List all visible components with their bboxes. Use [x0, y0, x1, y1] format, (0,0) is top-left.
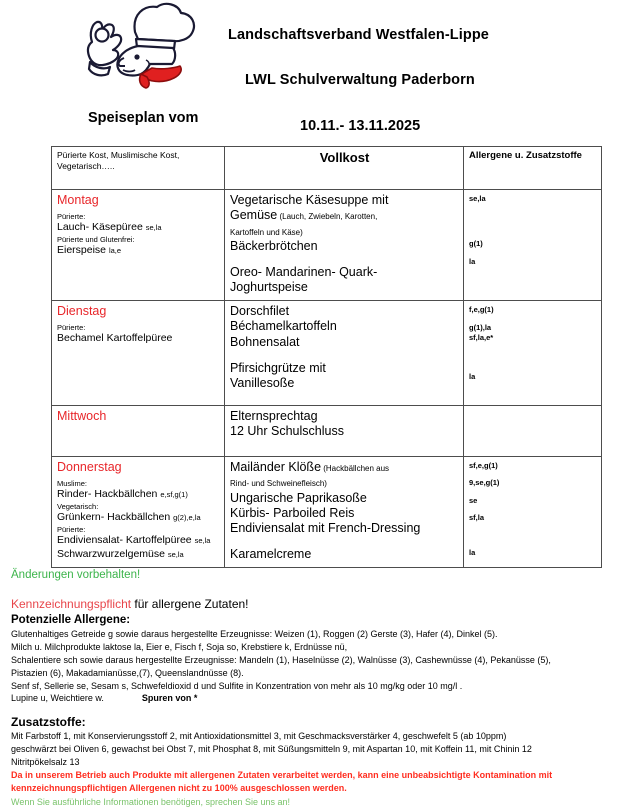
diet-cell-montag	[52, 190, 225, 301]
dish-text: Oreo- Mandarinen- Quark-	[230, 265, 378, 279]
dish-line	[230, 335, 459, 350]
allergen-code: se	[469, 496, 478, 505]
legend-section	[11, 568, 611, 809]
dish-text: Joghurtspeise	[230, 280, 308, 295]
dish-text: Dorschfilet	[230, 304, 290, 318]
dish-line	[230, 208, 459, 223]
additives-heading: Zusatzstoffe:	[11, 715, 86, 730]
diet-item-text: Eierspeise	[57, 244, 107, 257]
allergen-code: sf,la,e*	[469, 333, 494, 342]
dish-line	[230, 521, 459, 536]
dish-line	[230, 460, 459, 475]
dish-text: Vegetarische Käsesuppe mit	[230, 193, 389, 207]
dish-note: Kartoffeln und Käse)	[230, 227, 303, 237]
dish-spacer	[230, 350, 459, 361]
potential-allergens-heading: Potenzielle Allergene:	[11, 613, 131, 626]
dish-text: Pfirsichgrütze mit	[230, 360, 326, 375]
diet-item	[57, 332, 220, 346]
dish-line	[230, 304, 459, 319]
table-row	[52, 406, 602, 457]
additives-legend-line: Nitritpökelsalz 13	[11, 757, 80, 768]
allergen-code: g(1)	[469, 239, 483, 248]
diet-item	[57, 244, 220, 258]
dish-text: Kürbis- Parboiled Reis	[230, 505, 355, 520]
lupine-text: Lupine u, Weichtiere w.	[11, 693, 104, 704]
dish-note: (Hackbällchen aus	[321, 464, 390, 473]
dish-line	[230, 491, 459, 506]
menu-date-range: 10.11.- 13.11.2025	[300, 118, 421, 134]
vollkost-cell-donnerstag	[225, 457, 464, 568]
diet-item	[57, 488, 220, 502]
diet-item-code: e,sf,g(1)	[160, 490, 188, 500]
dish-line	[230, 475, 459, 490]
vollkost-cell-mittwoch	[225, 406, 464, 457]
dish-line	[230, 224, 459, 239]
dish-text: Vanillesoße	[230, 376, 295, 390]
allergen-code: 9,se,g(1)	[469, 478, 500, 487]
dish-line	[230, 239, 459, 254]
diet-item-code: se,la	[145, 223, 162, 233]
organization-title: Landschaftsverband Westfalen-Lippe	[228, 27, 489, 43]
dish-text: 12 Uhr Schulschluss	[230, 424, 344, 439]
allergen-code: sf,la	[469, 513, 485, 522]
dish-note: (Lauch, Zwiebeln, Karotten,	[277, 212, 378, 222]
diet-item	[57, 548, 220, 562]
diet-item	[57, 511, 220, 525]
diet-item-code: g(2),e,la	[173, 513, 201, 523]
allergen-legend-line: Milch u. Milchprodukte laktose la, Eier e, Fisch f, Soja so, Krebstiere k, Erdnüsse nü,	[11, 642, 348, 653]
dish-line	[230, 193, 459, 208]
more-info-invite: Wenn Sie ausführliche Informationen benötigen, sprechen Sie uns an!	[11, 796, 291, 807]
allergen-code: la	[469, 257, 476, 266]
dish-line	[230, 547, 459, 562]
diet-item-text: Endiviensalat- Kartoffelpüree	[57, 534, 192, 547]
marking-requirement-heading	[11, 597, 611, 613]
dish-text: Bohnensalat	[230, 334, 300, 349]
dish-spacer	[230, 254, 459, 265]
dish-line	[230, 376, 459, 391]
lupine-traces-line	[11, 692, 611, 705]
dish-text: Elternsprechtag	[230, 409, 318, 423]
allergen-cell-donnerstag	[464, 457, 602, 568]
dish-line	[230, 409, 459, 424]
diet-item-code: la,e	[108, 246, 122, 256]
allergen-legend-line: Glutenhaltiges Getreide g sowie daraus hergestellte Erzeugnisse: Weizen (1), Roggen (2) Gerste (3), Hafer (4), Dinkel (5).	[11, 629, 498, 640]
dish-line	[230, 319, 459, 334]
dish-text: Ungarische Paprikasoße	[230, 490, 367, 505]
contamination-warning-line: Da in unserem Betrieb auch Produkte mit allergenen Zutaten verarbeitet werden, kann eine unbeabsichtigte Kontamination mit	[11, 770, 553, 781]
dish-line	[230, 361, 459, 376]
page-header	[0, 0, 620, 145]
diet-sub-label: Muslime:	[57, 479, 88, 488]
dish-note: Rind- und Schweinefleisch)	[230, 479, 327, 489]
table-row	[52, 190, 602, 301]
diet-sub-label: Pürierte:	[57, 212, 86, 221]
day-label: Mittwoch	[57, 409, 107, 423]
diet-item-code: se,la	[167, 550, 184, 560]
dish-spacer	[230, 536, 459, 547]
diet-sub-label: Pürierte und Glutenfrei:	[57, 235, 135, 245]
dish-text: Gemüse	[230, 208, 278, 223]
allergen-code: g(1),la	[469, 323, 492, 332]
marking-requirement-rest: für allergene Zutaten!	[131, 597, 249, 612]
department-title: LWL Schulverwaltung Paderborn	[245, 72, 475, 88]
diet-item-code: se,la	[194, 536, 211, 546]
changes-reserved-note: Änderungen vorbehalten!	[11, 569, 141, 581]
vollkost-cell-dienstag	[225, 301, 464, 406]
dish-line	[230, 424, 459, 439]
dish-text: Bäckerbrötchen	[230, 238, 318, 253]
allergen-legend-line: Senf sf, Sellerie se, Sesam s, Schwefeldioxid d und Sulfite in Konzentration von mehr als 10 mg/kg oder 10 mg/l .	[11, 680, 463, 691]
additives-legend-line: Mit Farbstoff 1, mit Konservierungsstoff 2, mit Antioxidationsmittel 3, mit Geschmacksverstärker 4, geschwefelt 5 (ab 10ppm)	[11, 731, 507, 742]
allergen-cell-mittwoch	[464, 406, 602, 457]
table-row	[52, 301, 602, 406]
allergen-legend-line: Pistazien (6), Makadamianüsse,(7), Queenslandnüsse (8).	[11, 667, 244, 678]
dish-text: Endiviensalat mit French-Dressing	[230, 521, 421, 535]
dish-line	[230, 506, 459, 521]
diet-item-text: Schwarzwurzelgemüse	[57, 548, 165, 561]
diet-cell-dienstag	[52, 301, 225, 406]
diet-sub-label: Vegetarisch:	[57, 502, 99, 512]
dish-text: Karamelcreme	[230, 547, 312, 562]
day-label: Dienstag	[57, 304, 107, 318]
column-header-vollkost: Vollkost	[225, 147, 464, 190]
diet-item-text: Grünkern- Hackbällchen	[57, 511, 171, 524]
day-label: Donnerstag	[57, 460, 122, 474]
menu-plan-label: Speiseplan vom	[88, 110, 199, 126]
contamination-warning-line: kennzeichnungspflichtigen Allergenen nicht zu 100% ausgeschlossen werden.	[11, 783, 347, 794]
vollkost-cell-montag	[225, 190, 464, 301]
allergen-code: sf,e,g(1)	[469, 461, 498, 470]
diet-cell-donnerstag	[52, 457, 225, 568]
dish-text: Béchamelkartoffeln	[230, 319, 337, 334]
diet-item	[57, 221, 220, 235]
additives-legend-line: geschwärzt bei Oliven 6, gewachst bei Obst 7, mit Phosphat 8, mit Süßungsmitteln 9, mit Aspartan 10, mit Koffein 11, mit Chinin 12	[11, 744, 532, 755]
allergen-cell-dienstag	[464, 301, 602, 406]
diet-item-text: Bechamel Kartoffelpüree	[57, 332, 173, 345]
allergen-cell-montag	[464, 190, 602, 301]
chef-head-logo	[62, 2, 202, 90]
column-header-diet: Pürierte Kost, Muslimische Kost, Vegetarisch…..	[52, 147, 225, 190]
allergen-code: f,e,g(1)	[469, 305, 494, 314]
dish-line	[230, 280, 459, 295]
allergen-legend-line: Schalentiere sch sowie daraus hergestellte Erzeugnisse: Mandeln (1), Haselnüsse (2), Walnüsse (3), Cashewnüsse (4), Pekanüsse (5),	[11, 655, 551, 666]
weekly-menu-table	[51, 146, 602, 568]
dish-line	[230, 265, 459, 280]
diet-item-text: Rinder- Hackbällchen	[57, 488, 158, 501]
table-header-row	[52, 147, 602, 190]
allergen-code: la	[469, 372, 476, 381]
diet-item-text: Lauch- Käsepüree	[57, 221, 143, 234]
marking-requirement-red: Kennzeichnungspflicht	[11, 597, 132, 612]
diet-sub-label: Pürierte:	[57, 525, 86, 535]
allergen-code: se,la	[469, 194, 486, 203]
column-header-allergens: Allergene u. Zusatzstoffe	[464, 147, 602, 190]
diet-sub-label: Pürierte:	[57, 323, 86, 332]
diet-item	[57, 534, 220, 548]
allergen-code: la	[469, 548, 476, 557]
diet-cell-mittwoch	[52, 406, 225, 457]
table-row	[52, 457, 602, 568]
day-label: Montag	[57, 193, 99, 207]
traces-text: Spuren von *	[141, 693, 198, 704]
dish-text: Mailänder Klöße	[230, 460, 322, 474]
